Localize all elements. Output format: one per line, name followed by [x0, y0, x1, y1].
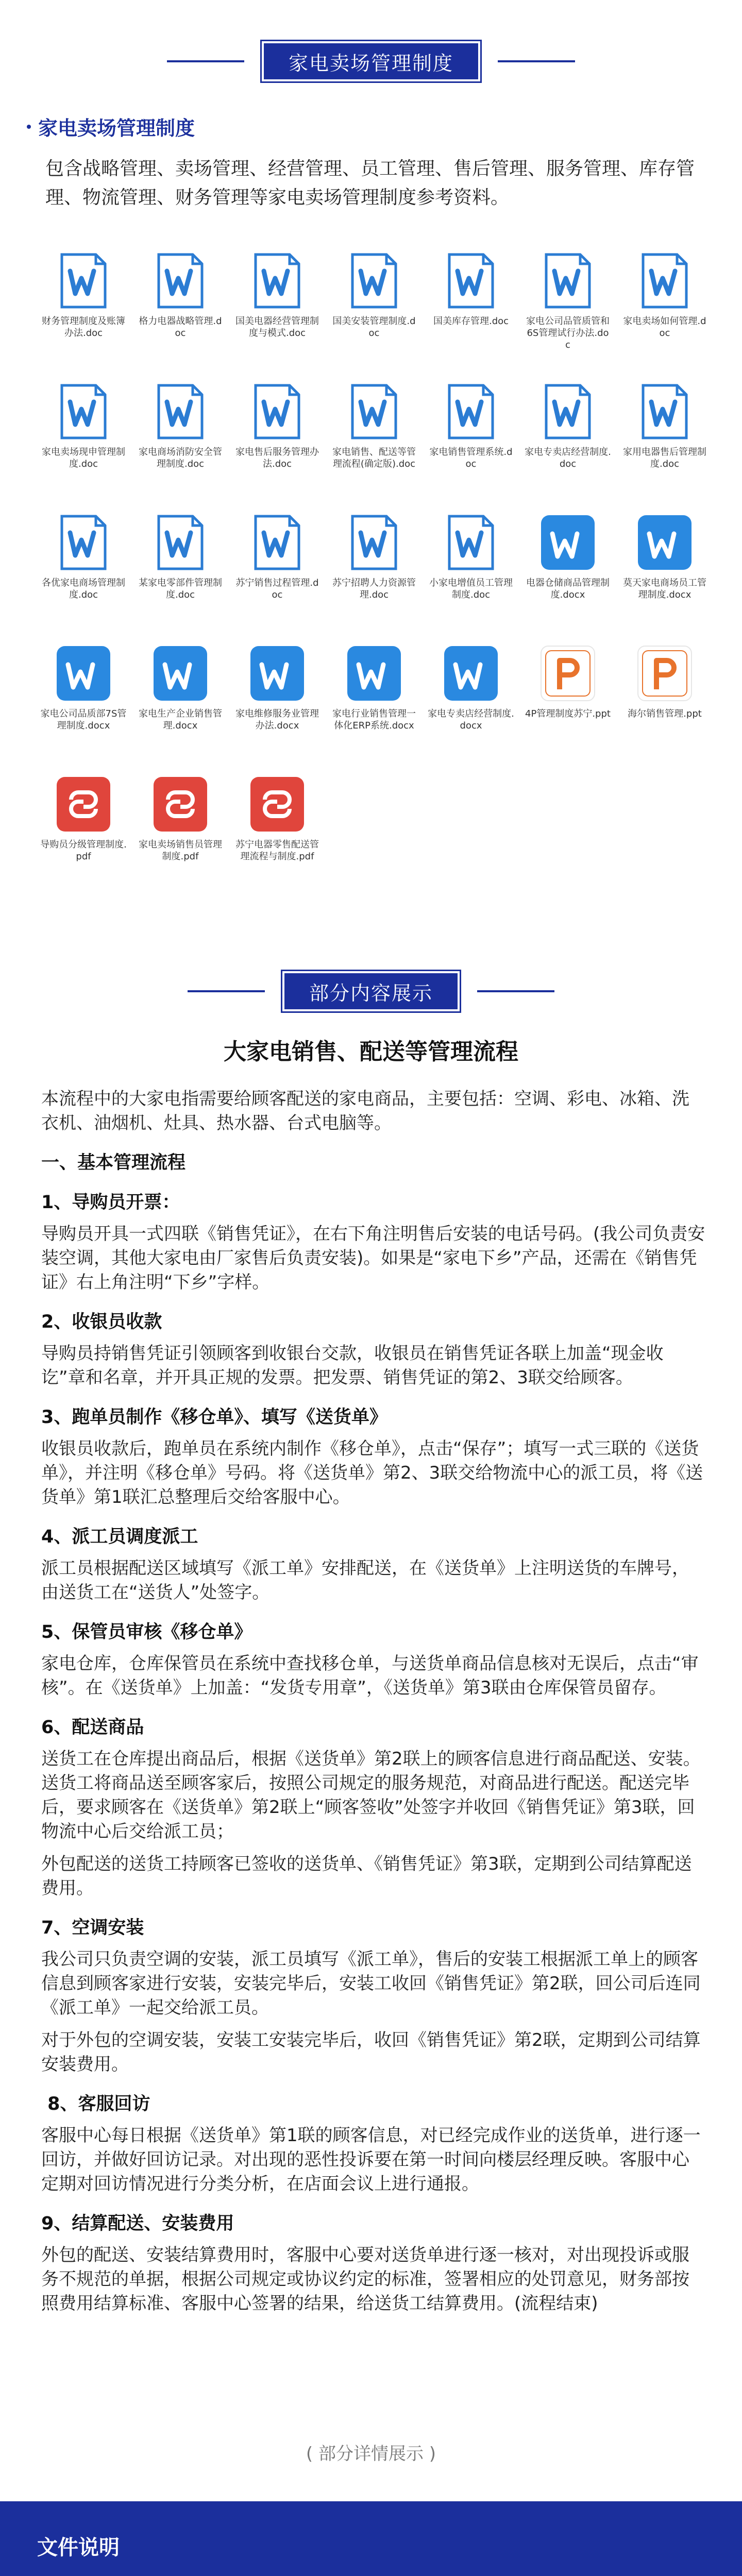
- file-name: 家电生产企业销售管理.docx: [139, 708, 222, 731]
- step-text: 导购员开具一式四联《销售凭证》，在右下角注明售后安装的电话号码。(我公司负责安装空调，其他大家电由厂家售后负责安装)。如果是“家电下乡”产品，还需在《销售凭证》右上角注明“下乡”字样。: [41, 1224, 705, 1293]
- word-doc-icon: [539, 381, 597, 442]
- section-heading-text: 家电卖场管理制度: [38, 117, 195, 140]
- word-doc-icon: [248, 512, 306, 573]
- file-name: 家电维修服务业管理办法.docx: [235, 708, 319, 731]
- file-item[interactable]: [132, 512, 229, 630]
- step-text: 导购员持销售凭证引领顾客到收银台交款，收银员在销售凭证各联上加盖“现金收讫”章和名章，并开具正规的发票。把发票、销售凭证的第2、3联交给顾客。: [41, 1343, 664, 1388]
- word-doc-icon: [636, 381, 694, 442]
- word-doc-icon: [151, 250, 209, 311]
- file-name: 家电卖场如何管理.doc: [623, 316, 706, 338]
- file-item[interactable]: [229, 774, 326, 891]
- step-heading: 4、派工员调度派工: [41, 1527, 198, 1547]
- step-heading: 2、收银员收款: [41, 1312, 162, 1332]
- file-name: 苏宁电器零售配送管理流程与制度.pdf: [235, 839, 319, 862]
- step-text: 外包的配送、安装结算费用时，客服中心要对送货单进行逐一核对，对出现投诉或服务不规范的单据，根据公司规定或协议约定的标准，签署相应的处罚意见，财务部按照费用结算标准、客服中心签署的结果，给送货工结算费用。(流程结束): [41, 2245, 689, 2314]
- word-docx-icon: [55, 643, 112, 704]
- file-item[interactable]: [132, 250, 229, 368]
- step-text: 收银员收款后，跑单员在系统内制作《移仓单》，点击“保存”；填写一式三联的《送货单》，并注明《移仓单》号码。将《送货单》第2、3联交给物流中心的派工员，将《送货单》第1联汇总整理后交给客服中心。: [41, 1438, 703, 1507]
- step-heading: 8、客服回访: [41, 2094, 150, 2114]
- word-doc-icon: [442, 512, 500, 573]
- step-heading: 6、配送商品: [41, 1717, 144, 1738]
- file-item[interactable]: [35, 250, 132, 368]
- file-item[interactable]: [35, 381, 132, 499]
- file-name: 某家电零部件管理制度.doc: [139, 578, 222, 600]
- powerpoint-icon: [539, 643, 597, 704]
- step-text: 外包配送的送货工持顾客已签收的送货单、《销售凭证》第3联，定期到公司结算配送费用。: [41, 1854, 692, 1899]
- file-name: 各优家电商场管理制度.doc: [42, 578, 125, 600]
- word-doc-icon: [442, 250, 500, 311]
- step-text: 派工员根据配送区域填写《派工单》安排配送，在《送货单》上注明送货的车牌号，由送货工在“送货人”处签字。: [41, 1558, 689, 1603]
- mid-banner: [0, 971, 742, 1011]
- file-name: 导购员分级管理制度.pdf: [40, 839, 127, 862]
- file-name: 家电公司品质部7S管理制度.docx: [40, 708, 127, 731]
- file-name: 家电卖场现申管理制度.doc: [42, 447, 125, 469]
- banner-line-left: [167, 60, 244, 62]
- word-doc-icon: [345, 250, 403, 311]
- file-item[interactable]: [423, 643, 519, 760]
- step-heading: 3、跑单员制作《移仓单》、填写《送货单》: [41, 1407, 387, 1428]
- step-text: 家电仓库，仓库保管员在系统中查找移仓单，与送货单商品信息核对无误后，点击“审核”。在《送货单》上加盖：“发货专用章”，《送货单》第3联由仓库保管员留存。: [41, 1653, 699, 1698]
- file-item[interactable]: [519, 381, 616, 499]
- article-body: [41, 1087, 706, 2316]
- file-name: 电器仓储商品管理制度.docx: [526, 578, 610, 600]
- file-name: 苏宁销售过程管理.doc: [235, 578, 319, 600]
- word-doc-icon: [345, 512, 403, 573]
- word-docx-icon: [539, 512, 597, 573]
- word-doc-icon: [248, 250, 306, 311]
- file-item[interactable]: [229, 643, 326, 760]
- banner-line-right: [498, 60, 575, 62]
- file-item[interactable]: [519, 250, 616, 368]
- step-text: 对于外包的空调安装，安装工安装完毕后，收回《销售凭证》第2联，定期到公司结算安装费用。: [41, 2030, 701, 2075]
- banner-title: 家电卖场管理制度: [262, 41, 480, 81]
- word-doc-icon: [442, 381, 500, 442]
- pdf-icon: [248, 774, 306, 835]
- step-heading: 1、导购员开票：: [41, 1192, 180, 1213]
- file-item[interactable]: [132, 774, 229, 891]
- file-item[interactable]: [423, 512, 519, 630]
- file-item[interactable]: [326, 643, 423, 760]
- word-docx-icon: [442, 643, 500, 704]
- file-item[interactable]: [616, 512, 713, 630]
- step-heading: 5、保管员审核《移仓单》: [41, 1622, 252, 1642]
- file-name: 家电销售、配送等管理流程(确定版).doc: [332, 447, 416, 469]
- file-item[interactable]: [519, 643, 616, 760]
- file-item[interactable]: [229, 381, 326, 499]
- article-title: 大家电销售、配送等管理流程: [224, 1039, 518, 1065]
- banner-title: 部分内容展示: [282, 971, 460, 1011]
- file-name: 海尔销售管理.ppt: [628, 708, 702, 719]
- file-item[interactable]: [326, 250, 423, 368]
- section-heading: [27, 112, 195, 141]
- file-item[interactable]: [35, 512, 132, 630]
- banner-line-left: [188, 990, 265, 992]
- powerpoint-icon: [636, 643, 694, 704]
- pdf-icon: [55, 774, 112, 835]
- step-text: 客服中心每日根据《送货单》第1联的顾客信息，对已经完成作业的送货单，进行逐一回访，并做好回访记录。对出现的恶性投诉要在第一时间向楼层经理反映。客服中心定期对回访情况进行分类分析，在店面会议上进行通报。: [41, 2125, 701, 2194]
- file-name: 国美库存管理.doc: [433, 316, 509, 327]
- file-item[interactable]: [616, 250, 713, 368]
- file-item[interactable]: [35, 643, 132, 760]
- word-docx-icon: [636, 512, 694, 573]
- word-doc-icon: [636, 250, 694, 311]
- step-text: 送货工在仓库提出商品后，根据《送货单》第2联上的顾客信息进行商品配送、安装。送货工将商品送至顾客家后，按照公司规定的服务规范，对商品进行配送。配送完毕后，要求顾客在《送货单》第2联上“顾客签收”处签字并收回《销售凭证》第3联，回物流中心后交给派工员；: [41, 1749, 701, 1842]
- file-name: 家电专卖店经营制度.doc: [525, 447, 611, 469]
- file-name: 国美安装管理制度.doc: [332, 316, 416, 338]
- footer: [0, 2501, 742, 2576]
- file-item[interactable]: [423, 250, 519, 368]
- word-docx-icon: [151, 643, 209, 704]
- word-doc-icon: [151, 512, 209, 573]
- file-name: 财务管理制度及账簿办法.doc: [42, 316, 125, 338]
- bullet-icon: [27, 125, 31, 129]
- intro-text: 包含战略管理、卖场管理、经营管理、员工管理、售后管理、服务管理、库存管理、物流管理、财务管理等家电卖场管理制度参考资料。: [45, 158, 695, 208]
- banner-line-right: [477, 990, 554, 992]
- word-doc-icon: [248, 381, 306, 442]
- step-text: 我公司只负责空调的安装，派工员填写《派工单》，售后的安装工根据派工单上的顾客信息到顾客家进行安装，安装完毕后，安装工收回《销售凭证》第2联，回公司后连同《派工单》一起交给派工员。: [41, 1949, 701, 2018]
- file-item[interactable]: [326, 381, 423, 499]
- footer-title: 文件说明: [37, 2536, 120, 2560]
- file-name: 国美电器经营管理制度与模式.doc: [235, 316, 319, 338]
- file-item[interactable]: [616, 643, 713, 760]
- file-name: 家电行业销售管理一体化ERP系统.docx: [332, 708, 416, 731]
- word-doc-icon: [55, 250, 112, 311]
- file-name: 家电商场消防安全管理制度.doc: [139, 447, 222, 469]
- file-name: 家电公司品管质管和6S管理试行办法.doc: [526, 316, 610, 350]
- file-item[interactable]: [519, 512, 616, 630]
- file-item[interactable]: [326, 512, 423, 630]
- file-name: 家电专卖店经营制度.docx: [428, 708, 514, 731]
- file-name: 莫天家电商场员工管理制度.docx: [623, 578, 706, 600]
- step-heading: 7、空调安装: [41, 1918, 144, 1938]
- file-name: 家电售后服务管理办法.doc: [235, 447, 319, 469]
- file-name: 小家电增值员工管理制度.doc: [429, 578, 513, 600]
- file-name: 家用电器售后管理制度.doc: [623, 447, 706, 469]
- file-name: 家电销售管理系统.doc: [429, 447, 513, 469]
- word-doc-icon: [55, 381, 112, 442]
- file-name: 4P管理制度苏宁.ppt: [525, 708, 611, 719]
- file-name: 苏宁招聘人力资源管理.doc: [332, 578, 416, 600]
- word-doc-icon: [539, 250, 597, 311]
- detail-note: ( 部分详情展示 ): [306, 2444, 436, 2464]
- step-heading: 9、结算配送、安装费用: [41, 2213, 234, 2234]
- file-name: 格力电器战略管理.doc: [139, 316, 222, 338]
- word-docx-icon: [248, 643, 306, 704]
- pdf-icon: [151, 774, 209, 835]
- word-doc-icon: [151, 381, 209, 442]
- file-item[interactable]: [132, 643, 229, 760]
- word-doc-icon: [345, 381, 403, 442]
- word-docx-icon: [345, 643, 403, 704]
- file-grid: [35, 250, 715, 891]
- file-item[interactable]: [423, 381, 519, 499]
- file-item[interactable]: [132, 381, 229, 499]
- article-intro: 本流程中的大家电指需要给顾客配送的家电商品，主要包括：空调、彩电、冰箱、洗衣机、油烟机、灶具、热水器、台式电脑等。: [41, 1089, 689, 1133]
- part-heading: 一、基本管理流程: [41, 1153, 186, 1173]
- file-item[interactable]: [616, 381, 713, 499]
- file-item[interactable]: [35, 774, 132, 891]
- top-banner: [0, 41, 742, 81]
- word-doc-icon: [55, 512, 112, 573]
- file-item[interactable]: [229, 512, 326, 630]
- file-item[interactable]: [229, 250, 326, 368]
- file-name: 家电卖场销售员管理制度.pdf: [139, 839, 222, 862]
